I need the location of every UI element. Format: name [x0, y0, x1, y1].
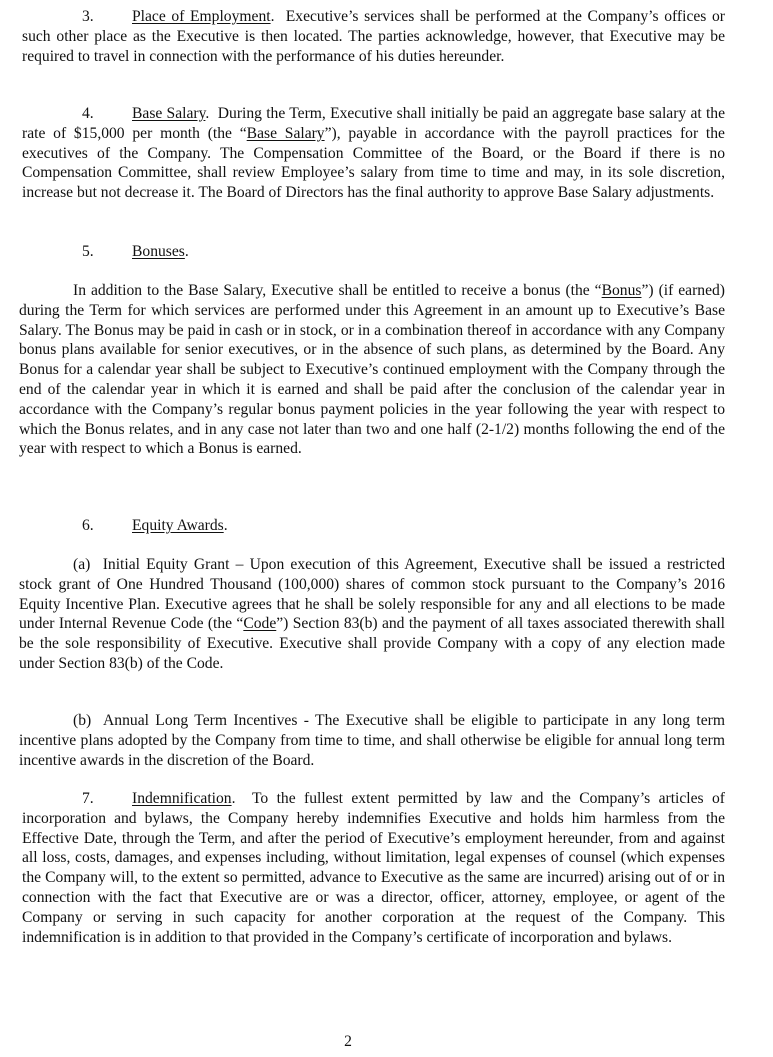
- section-title: Base Salary: [132, 105, 206, 122]
- section-5-bonuses-body: In addition to the Base Salary, Executive shall be entitled to receive a bonus (the “Bonus”) (if earned) during the Term for which services are performed under this Agreement in an amount up to Executive’s Base Salary. The Bonus may be paid in cash or in stock, or in a combination thereof in accordance with any Company bonus plans available for senior executives, or in the absence of such plans, as determined by the Board. Any Bonus for a calendar year shall be subject to Executive’s continued employment with the Company through the end of the calendar year in which it is earned and shall be paid after the conclusion of the calendar year in accordance with the Company’s regular bonus payment policies in the year following the year with respect to which the Bonus relates, and in any case not later than two and one half (2-1/2) months following the end of the year with respect to which a Bonus is earned.: [19, 282, 725, 458]
- section-7-indemnification: 7. Indemnification. To the fullest extent permitted by law and the Company’s articles of incorporation and bylaws, the Company hereby indemnifies Executive and holds him harmless from the Effective Date, through the Term, and after the period of Executive’s employment hereunder, from and against all loss, costs, damages, and expenses including, without limitation, legal expenses of counsel (which expenses the Company will, to the extent so permitted, advance to Executive as the same are incurred) arising out of or in connection with the fact that Executive are or was a director, officer, attorney, employee, or agent of the Company or serving in such capacity for another corporation at the request of the Company. This indemnification is in addition to that provided in the Company’s certificate of incorporation and bylaws.: [22, 790, 725, 946]
- subsection-label: (b): [73, 712, 92, 729]
- section-number: 6.: [82, 517, 94, 534]
- section-number: 5.: [82, 243, 94, 260]
- section-5-bonuses-heading: 5. Bonuses.: [82, 243, 189, 260]
- section-number: 4.: [82, 105, 94, 122]
- subsection-body: Initial Equity Grant – Upon execution of this Agreement, Executive shall be issued a restricted stock grant of One Hundred Thousand (100,000) shares of common stock pursuant to the Company’s 2016 Equity Incentive Plan. Executive agrees that he shall be solely responsible for any and all elections to be made under Internal Revenue Code (the “: [19, 556, 726, 633]
- section-title: Indemnification: [132, 790, 232, 807]
- section-body: Executive’s services shall be performed at the Company’s offices or such other place as the Executive is then located. The parties acknowledge, however, that Executive may be required to travel in connection with the performance of his duties hereunder.: [22, 8, 725, 65]
- section-body: To the fullest extent permitted by law and the Company’s articles of incorporation and bylaws, the Company hereby indemnifies Executive and holds him harmless from the Effective Date, through the Term, and after the period of Executive’s employment hereunder, from and against all loss, costs, damages, and expenses including, without limitation, legal expenses of counsel (which expenses the Company will, to the extent so permitted, advance to Executive as the same are incurred) arising out of or in connection with the fact that Executive are or was a director, officer, attorney, employee, or agent of the Company or serving in such capacity for another corporation at the request of the Company. This indemnification is in addition to that provided in the Company’s certificate of incorporation and bylaws.: [22, 790, 725, 946]
- section-body: During the Term, Executive shall initially be paid an aggregate base salary at the rate of $15,000 per month (the “: [22, 105, 725, 142]
- section-title: Bonuses: [132, 243, 185, 260]
- section-number: 3.: [82, 8, 94, 25]
- defined-term: Code: [243, 615, 277, 633]
- section-title: Place of Employment: [132, 8, 271, 25]
- defined-term: Bonus: [601, 282, 642, 299]
- section-number: 7.: [82, 790, 94, 807]
- subsection-label: (a): [73, 556, 91, 573]
- section-3-place-of-employment: 3. Place of Employment. Executive’s services shall be performed at the Company’s offices or such other place as the Executive is then located. The parties acknowledge, however, that Executive may be required to travel in connection with the performance of his duties hereunder.: [22, 8, 725, 65]
- section-6a-initial-equity-grant: (a) Initial Equity Grant – Upon execution of this Agreement, Executive shall be issued a restricted stock grant of One Hundred Thousand (100,000) shares of common stock pursuant to the Company’s 2016 Equity Incentive Plan. Executive agrees that he shall be solely responsible for any and all elections to be made under Internal Revenue Code (the “Code”) Section 83(b) and the payment of all taxes associated therewith shall be the sole responsibility of Executive. Executive shall provide Company with a copy of any election made under Section 83(b) of the Code.: [19, 556, 726, 672]
- section-body: In addition to the Base Salary, Executive shall be entitled to receive a bonus (the “: [73, 282, 602, 299]
- section-title: Equity Awards: [132, 517, 224, 534]
- defined-term: Base Salary: [246, 124, 325, 142]
- section-6-equity-awards-heading: 6. Equity Awards.: [82, 517, 228, 534]
- page-number: 2: [344, 1033, 352, 1050]
- section-4-base-salary: 4. Base Salary. During the Term, Executive shall initially be paid an aggregate base salary at the rate of $15,000 per month (the “Base Salary”), payable in accordance with the payroll practices for the executives of the Company. The Compensation Committee of the Board, or the Board if there is no Compensation Committee, shall review Employee’s salary from time to time and may, in its sole discretion, increase but not decrease it. The Board of Directors has the final authority to approve Base Salary adjustments.: [22, 105, 725, 202]
- section-6b-annual-long-term-incentives: [19, 711, 725, 770]
- subsection-body: Annual Long Term Incentives - The Executive shall be eligible to participate in any long term incentive plans adopted by the Company from time to time, and shall otherwise be eligible for annual long term incentive awards in the discretion of the Board.: [19, 712, 725, 769]
